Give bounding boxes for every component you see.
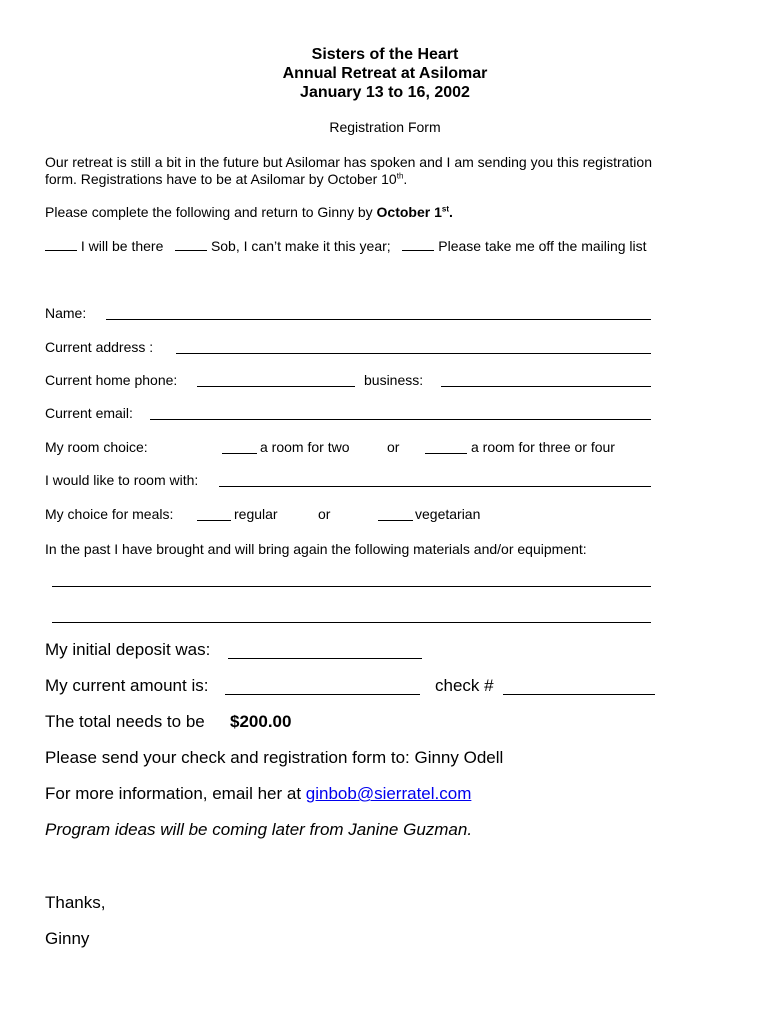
email-link[interactable]: ginbob@sierratel.com <box>305 784 472 803</box>
check-number-field[interactable] <box>503 694 655 695</box>
unsubscribe-option: Please take me off the mailing list <box>438 238 647 254</box>
decline-option: Sob, I can’t make it this year; <box>210 238 391 254</box>
total-label: The total needs to be <box>45 712 205 731</box>
return-instructions: Please complete the following and return to Ginny by October 1st. <box>45 204 453 220</box>
send-to-text: Please send your check and registration form to: Ginny Odell <box>45 748 504 767</box>
deposit-label: My initial deposit was: <box>45 640 211 659</box>
home-phone-field[interactable] <box>197 386 355 387</box>
email-field[interactable] <box>150 419 651 420</box>
event-dates: January 13 to 16, 2002 <box>300 84 470 101</box>
decline-blank[interactable] <box>175 249 207 251</box>
meal-vegetarian-blank[interactable] <box>378 520 413 521</box>
business-phone-field[interactable] <box>441 386 651 387</box>
meal-regular-blank[interactable] <box>197 520 231 521</box>
room-choice-label: My room choice: <box>45 439 148 455</box>
deposit-field[interactable] <box>228 658 422 659</box>
roommate-field[interactable] <box>219 486 651 487</box>
attend-option: I will be there <box>80 238 164 254</box>
intro-text: Our retreat is still a bit in the future but Asilomar has spoken and I am sending you this registration <box>45 154 652 170</box>
form-title: Registration Form <box>329 119 441 135</box>
intro-text-2: form. Registrations have to be at Asilomar by October 10th. <box>45 171 408 187</box>
meal-regular-option: regular <box>234 506 278 522</box>
room-two-option: a room for two <box>260 439 350 455</box>
current-amount-label: My current amount is: <box>45 676 209 695</box>
attend-blank[interactable] <box>45 249 77 251</box>
materials-line-1[interactable] <box>52 586 651 587</box>
current-amount-field[interactable] <box>225 694 420 695</box>
room-two-blank[interactable] <box>222 453 257 454</box>
name-field[interactable] <box>106 319 651 320</box>
signature: Ginny <box>45 929 90 948</box>
room-three-option: a room for three or four <box>471 439 615 455</box>
roommate-label: I would like to room with: <box>45 472 199 488</box>
check-number-label: check # <box>435 676 494 695</box>
meals-label: My choice for meals: <box>45 506 174 522</box>
attendance-row <box>45 238 647 254</box>
program-ideas-text: Program ideas will be coming later from Janine Guzman. <box>45 820 473 839</box>
event-title: Annual Retreat at Asilomar <box>282 65 488 82</box>
business-phone-label: business: <box>364 372 424 388</box>
thanks-text: Thanks, <box>45 893 106 912</box>
org-title: Sisters of the Heart <box>311 46 459 63</box>
materials-line-2[interactable] <box>52 622 651 623</box>
meal-or-text: or <box>318 506 331 522</box>
home-phone-label: Current home phone: <box>45 372 178 388</box>
materials-label: In the past I have brought and will bring again the following materials and/or equipment: <box>45 541 587 557</box>
address-field[interactable] <box>176 353 651 354</box>
meal-vegetarian-option: vegetarian <box>415 506 481 522</box>
name-label: Name: <box>45 305 87 321</box>
more-info-text: For more information, email her at ginbob@sierratel.com <box>45 784 472 803</box>
email-label: Current email: <box>45 405 133 421</box>
unsubscribe-blank[interactable] <box>402 249 434 251</box>
total-value: $200.00 <box>230 712 292 731</box>
room-three-blank[interactable] <box>425 453 467 454</box>
room-or-text: or <box>387 439 400 455</box>
address-label: Current address : <box>45 339 154 355</box>
